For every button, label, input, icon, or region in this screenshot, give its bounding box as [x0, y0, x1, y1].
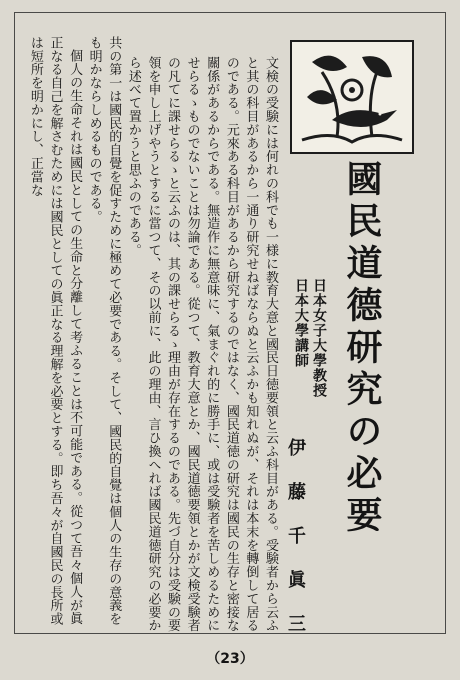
bird-and-flower-illustration [292, 42, 412, 152]
author-name: 伊藤千眞三 [285, 438, 306, 658]
body-paragraph-3: 個人の生命それは國民としての生命と分離して考ふることは不可能である。從つて吾々個人が眞正なる自己を解さむためには國民としての眞正なる理解を必要とする。即ち吾々が自國民の長所或は短所を明かにし、正當な [27, 36, 83, 626]
body-paragraph-2: 共の第一は國民的自覺を促すために極めて必要である。そして、國民的自覺は個人の生存の意義をも明かならしめるものである。 [86, 36, 122, 626]
article-body [12, 36, 280, 636]
body-paragraph-1: 文検の受験には何れの科でも一様に教育大意と國民日徳要領と云ふ科目がある。受験者から云ふと其の科目があるから一通り研究せねばならぬと云ふかも知れぬが、それは本末を轉倒して居るのである。元來ある科目があるから研究するのではなく、國民道徳の研究は國民の生存と密接な關係があるからである。無造作に無意味に、氣まぐれ的に勝手に、或は受験者を苦しめるためにせらるゝものでないことは勿論である。從つて、教育大意とか、國民道徳要領とかが文検受験者の凡てに課せらるゝと云ふのは、其の課せらるゝ理由が存在するのである。先づ自分は受験の要領を申し上げやうとするに當つて、その以前に、此の理由、言ひ換へれば國民道徳研究の必要から述べて置かうと思ふのである。 [125, 56, 278, 633]
author-affiliation-2: 日本大學講師 [293, 278, 309, 368]
article-title: 國民道德研究の必要 [341, 160, 383, 538]
author-affiliation-1: 日本女子大學教授 [311, 278, 327, 398]
decorative-emblem-illustration [290, 40, 414, 154]
page-number: （23） [206, 651, 254, 667]
